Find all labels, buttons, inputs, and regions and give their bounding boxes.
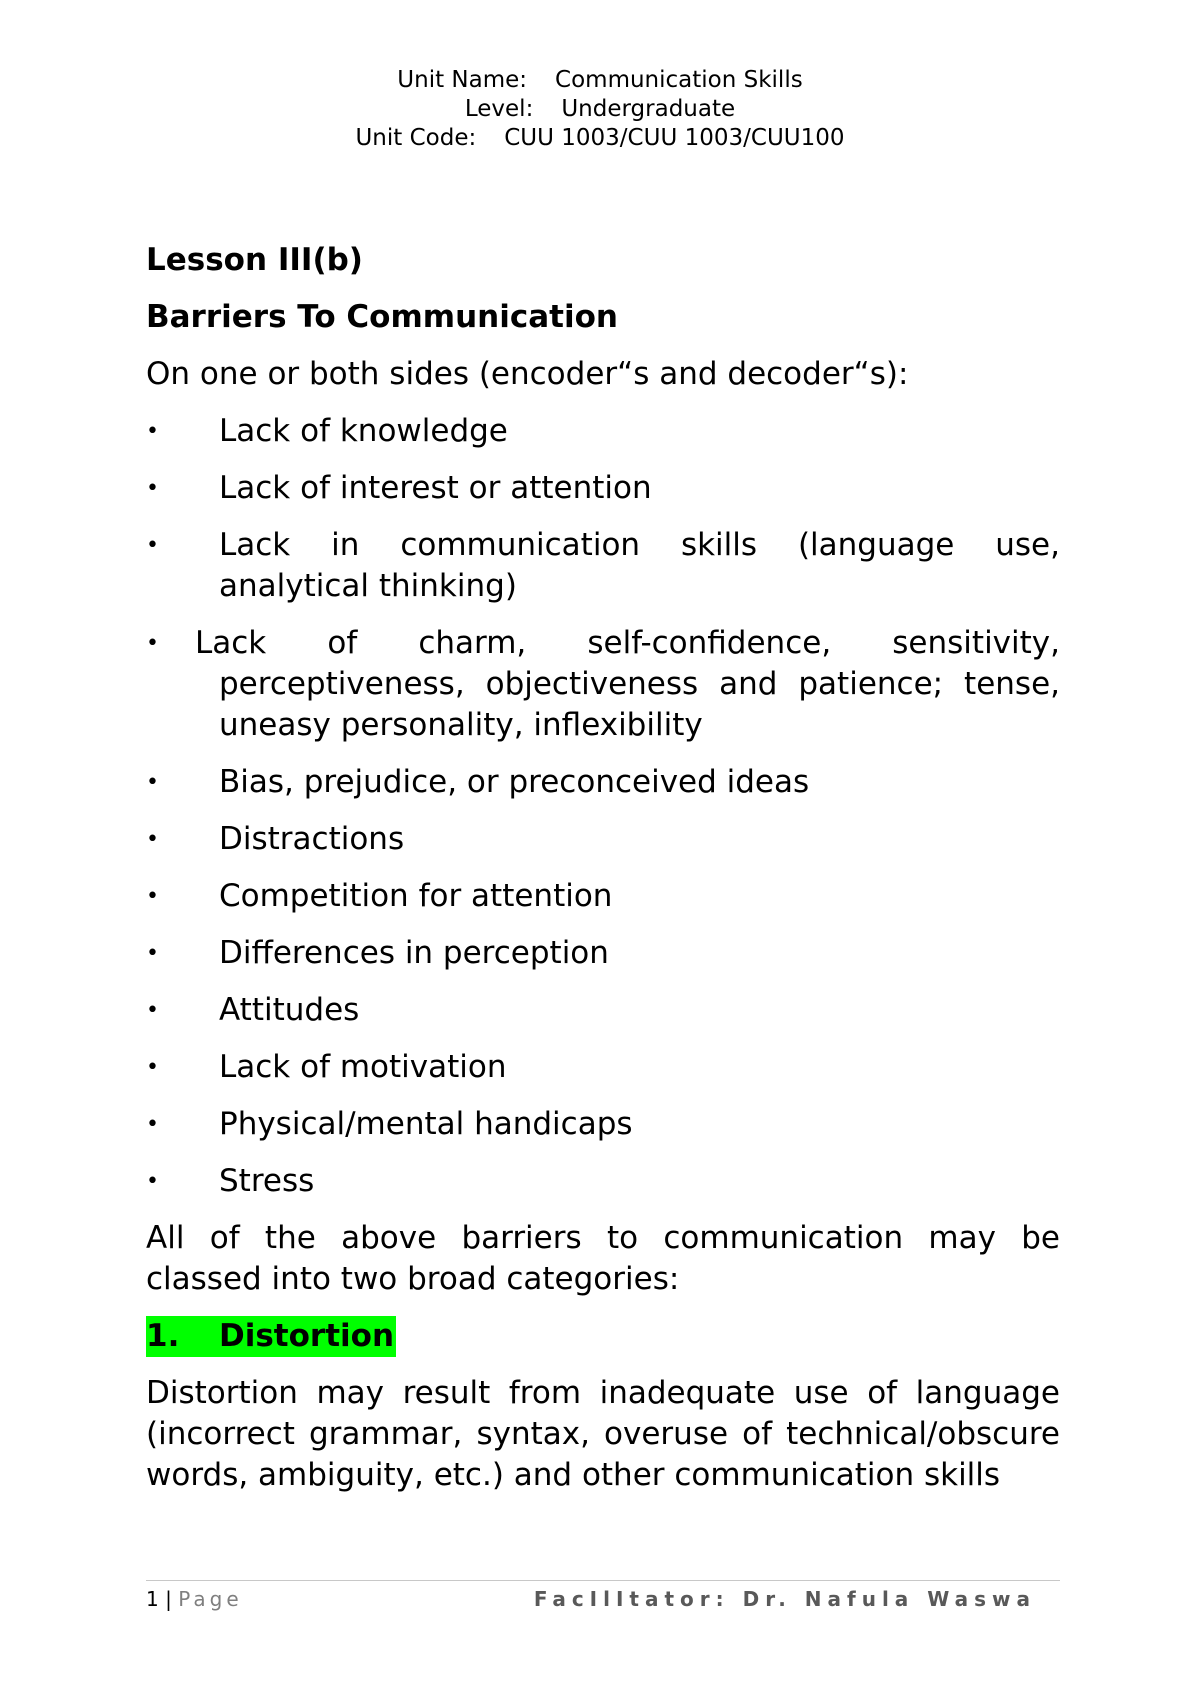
category-number: 1.: [146, 1318, 180, 1354]
category-title: Distortion: [219, 1318, 395, 1354]
list-item-text: Lack of knowledge: [219, 413, 508, 449]
list-item-text: Competition for attention: [219, 878, 613, 914]
list-item-text: Physical/mental handicaps: [219, 1106, 633, 1142]
bullet-icon: •: [146, 770, 159, 795]
list-item-text: Lack of interest or attention: [219, 470, 652, 506]
list-item-text: Distractions: [219, 821, 405, 857]
footer-separator: |: [165, 1587, 172, 1611]
list-item-text: Differences in perception: [219, 935, 609, 971]
bullet-icon: •: [146, 1169, 159, 1194]
bullet-icon: •: [146, 1112, 159, 1137]
list-item: [146, 1161, 1060, 1202]
bullet-icon: •: [146, 476, 159, 501]
list-item: [146, 468, 1060, 509]
list-item: [146, 623, 1060, 746]
list-item: [146, 990, 1060, 1031]
unit-name-label: Unit Name:: [397, 67, 528, 93]
unit-code-line: [0, 124, 1200, 153]
bullet-icon: •: [146, 1055, 159, 1080]
page-number: 1: [146, 1587, 159, 1611]
level-label: Level:: [464, 96, 534, 122]
bullet-icon: •: [146, 941, 159, 966]
unit-code-value: CUU 1003/CUU 1003/CUU100: [504, 125, 845, 151]
bullet-icon: •: [146, 884, 159, 909]
section-title: Barriers To Communication: [146, 299, 618, 335]
page-header: [0, 66, 1200, 153]
list-item: [146, 762, 1060, 803]
intro-text: On one or both sides (encoder“s and decoder“s):: [146, 356, 909, 392]
distortion-paragraph: Distortion may result from inadequate use of language (incorrect grammar, syntax, overuse of technical/obscure words, ambiguity, etc.) and other communication skills: [146, 1375, 1060, 1493]
summary-text: All of the above barriers to communication may be classed into two broad categories:: [146, 1220, 1060, 1297]
category-heading: [146, 1316, 1060, 1357]
bullet-icon: •: [146, 419, 159, 444]
list-item: [146, 819, 1060, 860]
level-line: [0, 95, 1200, 124]
page-footer: [146, 1586, 1060, 1612]
document-body: [146, 240, 1060, 1496]
level-value: Undergraduate: [561, 96, 736, 122]
list-item: [146, 933, 1060, 974]
list-item: [146, 1047, 1060, 1088]
list-item-text: Stress: [219, 1163, 315, 1199]
list-item: [146, 411, 1060, 452]
bullet-icon: •: [146, 827, 159, 852]
unit-name-line: [0, 66, 1200, 95]
category-highlight: [146, 1316, 396, 1357]
list-item-text: Bias, prejudice, or preconceived ideas: [219, 764, 810, 800]
barriers-list: [146, 411, 1060, 1202]
unit-name-value: Communication Skills: [555, 67, 803, 93]
bullet-icon: •: [146, 631, 159, 656]
list-item-text: Lack of charm, self-confidence, sensitivity, perceptiveness, objectiveness and patience; tense, uneasy personality, inflexibility: [195, 625, 1060, 743]
footer-divider: [146, 1580, 1060, 1581]
lesson-title: Lesson III(b): [146, 242, 363, 278]
list-item: [146, 525, 1060, 607]
list-item-text: Lack of motivation: [219, 1049, 507, 1085]
list-item-text: Attitudes: [219, 992, 360, 1028]
unit-code-label: Unit Code:: [355, 125, 477, 151]
bullet-icon: •: [146, 998, 159, 1023]
page-word: Page: [178, 1587, 243, 1611]
list-item: [146, 876, 1060, 917]
list-item: [146, 1104, 1060, 1145]
bullet-icon: •: [146, 533, 159, 558]
list-item-text: Lack in communication skills (language use, analytical thinking): [219, 527, 1060, 604]
facilitator-credit: FacIlItator: Dr. Nafula Waswa: [533, 1587, 1036, 1611]
